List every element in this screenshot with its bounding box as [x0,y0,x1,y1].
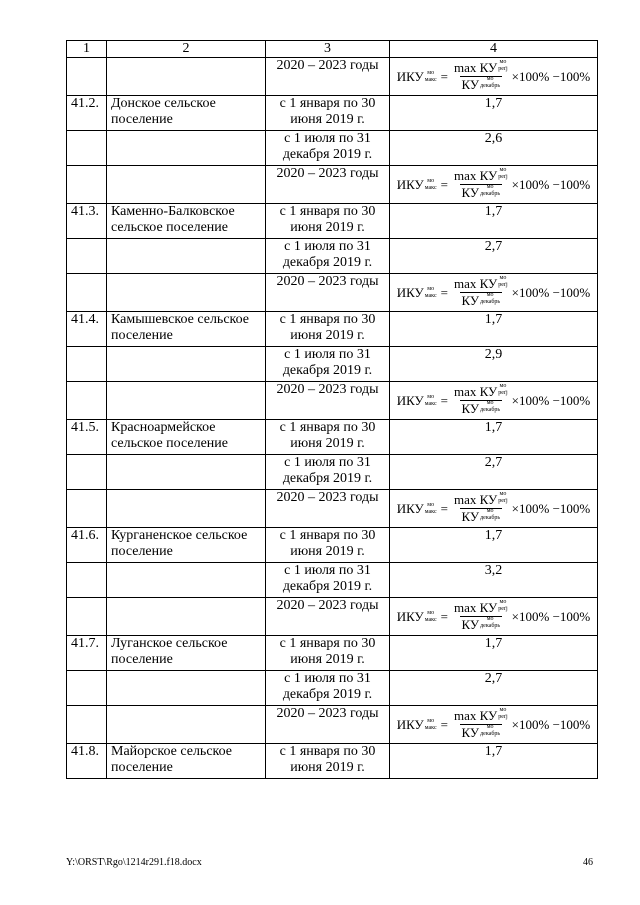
row-value: 2,7 [390,671,598,706]
row-name: Донское сельское поселение [107,96,266,131]
row-name [107,455,266,490]
row-period: с 1 января по 30 июня 2019 г. [266,204,390,239]
row-period: с 1 июля по 31 декабря 2019 г. [266,347,390,382]
row-period: с 1 июля по 31 декабря 2019 г. [266,455,390,490]
formula-fraction [452,600,510,633]
row-number [67,455,107,490]
row-period: 2020 – 2023 годы [266,274,390,312]
row-name [107,671,266,706]
row-period: 2020 – 2023 годы [266,382,390,420]
row-name [107,490,266,528]
row-value: 2,7 [390,455,598,490]
row-number: 41.2. [67,96,107,131]
formula-fraction [452,492,510,525]
row-name [107,563,266,598]
row-number [67,490,107,528]
row-value: 1,7 [390,312,598,347]
formula [394,708,593,741]
formula [394,276,593,309]
row-period: 2020 – 2023 годы [266,598,390,636]
formula-numerator: max КУ мо реґј [453,599,508,615]
row-name [107,347,266,382]
table-row [67,706,598,744]
formula [394,168,593,201]
formula-equals: = [440,68,448,84]
formula [394,492,593,525]
row-period: с 1 июля по 31 декабря 2019 г. [266,131,390,166]
formula-tail: ×100% −100% [511,608,591,624]
row-number: 41.5. [67,420,107,455]
table-row [67,312,598,347]
row-number: 41.7. [67,636,107,671]
row-number [67,131,107,166]
table-row [67,420,598,455]
row-period: с 1 июля по 31 декабря 2019 г. [266,671,390,706]
formula-tail: ×100% −100% [511,284,591,300]
row-name [107,598,266,636]
formula-denominator: КУ мо декабрь [461,508,501,524]
formula-lhs: ИКУ мо макс [396,716,437,732]
row-number [67,382,107,420]
formula [394,60,593,93]
row-period: с 1 января по 30 июня 2019 г. [266,420,390,455]
row-value: 1,7 [390,528,598,563]
formula-lhs: ИКУ мо макс [396,176,437,192]
row-value [390,706,598,744]
table-row [67,563,598,598]
row-period: 2020 – 2023 годы [266,706,390,744]
table-row [67,744,598,779]
row-period: с 1 января по 30 июня 2019 г. [266,96,390,131]
formula-fraction [452,384,510,417]
table-row [67,166,598,204]
formula-denominator: КУ мо декабрь [461,76,501,92]
formula-fraction [452,60,510,93]
row-number [67,58,107,96]
table-row [67,382,598,420]
table-row [67,239,598,274]
table-row [67,636,598,671]
formula-equals: = [440,284,448,300]
formula-equals: = [440,716,448,732]
formula-equals: = [440,500,448,516]
footer-page-number: 46 [583,857,593,868]
row-value: 1,7 [390,744,598,779]
row-number [67,274,107,312]
row-name [107,131,266,166]
table-row [67,58,598,96]
row-name: Красноармейское сельское поселение [107,420,266,455]
table-row [67,204,598,239]
formula [394,384,593,417]
row-value: 2,6 [390,131,598,166]
table-row [67,347,598,382]
table-row [67,528,598,563]
row-value [390,598,598,636]
formula-denominator: КУ мо декабрь [461,616,501,632]
tariff-table [66,40,598,779]
row-number [67,671,107,706]
table-row [67,455,598,490]
row-value: 3,2 [390,563,598,598]
table-row [67,671,598,706]
row-value: 1,7 [390,204,598,239]
header-col-3: 3 [266,41,390,58]
header-col-2: 2 [107,41,266,58]
row-name: Майорское сельское поселение [107,744,266,779]
formula-tail: ×100% −100% [511,716,591,732]
formula-equals: = [440,392,448,408]
row-period: 2020 – 2023 годы [266,166,390,204]
row-name [107,166,266,204]
footer-file-path: Y:\ORST\Rgo\1214r291.f18.docx [66,857,202,868]
formula-lhs: ИКУ мо макс [396,284,437,300]
row-name [107,239,266,274]
row-name [107,274,266,312]
table-row [67,96,598,131]
row-number [67,706,107,744]
formula-denominator: КУ мо декабрь [461,184,501,200]
formula-numerator: max КУ мо реґј [453,707,508,723]
formula [394,600,593,633]
formula-fraction [452,276,510,309]
row-number: 41.4. [67,312,107,347]
row-value [390,490,598,528]
formula-denominator: КУ мо декабрь [461,724,501,740]
row-number [67,347,107,382]
row-value [390,166,598,204]
row-name [107,382,266,420]
row-period: 2020 – 2023 годы [266,490,390,528]
row-value [390,382,598,420]
row-value: 1,7 [390,96,598,131]
formula-tail: ×100% −100% [511,392,591,408]
row-value: 2,7 [390,239,598,274]
formula-numerator: max КУ мо реґј [453,491,508,507]
row-period: с 1 января по 30 июня 2019 г. [266,636,390,671]
row-value [390,274,598,312]
row-number: 41.8. [67,744,107,779]
header-col-4: 4 [390,41,598,58]
row-name: Курганенское сельское поселение [107,528,266,563]
row-name [107,58,266,96]
row-period: с 1 января по 30 июня 2019 г. [266,528,390,563]
formula-lhs: ИКУ мо макс [396,392,437,408]
row-name: Луганское сельское поселение [107,636,266,671]
row-number: 41.6. [67,528,107,563]
formula-equals: = [440,176,448,192]
row-period: с 1 июля по 31 декабря 2019 г. [266,239,390,274]
formula-fraction [452,168,510,201]
row-period: 2020 – 2023 годы [266,58,390,96]
formula-numerator: max КУ мо реґј [453,275,508,291]
table-header-row [67,41,598,58]
row-value: 1,7 [390,636,598,671]
row-period: с 1 июля по 31 декабря 2019 г. [266,563,390,598]
formula-tail: ×100% −100% [511,500,591,516]
row-name: Камышевское сельское поселение [107,312,266,347]
row-number [67,166,107,204]
row-number [67,563,107,598]
table-row [67,598,598,636]
row-number [67,598,107,636]
row-value: 2,9 [390,347,598,382]
formula-denominator: КУ мо декабрь [461,400,501,416]
formula-equals: = [440,608,448,624]
row-name [107,706,266,744]
formula-tail: ×100% −100% [511,176,591,192]
row-number: 41.3. [67,204,107,239]
row-number [67,239,107,274]
row-value [390,58,598,96]
row-value: 1,7 [390,420,598,455]
row-name: Каменно-Балковское сельское поселение [107,204,266,239]
formula-numerator: max КУ мо реґј [453,383,508,399]
row-period: с 1 января по 30 июня 2019 г. [266,312,390,347]
formula-tail: ×100% −100% [511,68,591,84]
table-row [67,490,598,528]
table-row [67,131,598,166]
formula-fraction [452,708,510,741]
formula-numerator: max КУ мо реґј [453,59,508,75]
formula-lhs: ИКУ мо макс [396,608,437,624]
row-period: с 1 января по 30 июня 2019 г. [266,744,390,779]
table-row [67,274,598,312]
header-col-1: 1 [67,41,107,58]
formula-denominator: КУ мо декабрь [461,292,501,308]
formula-lhs: ИКУ мо макс [396,68,437,84]
formula-numerator: max КУ мо реґј [453,167,508,183]
formula-lhs: ИКУ мо макс [396,500,437,516]
